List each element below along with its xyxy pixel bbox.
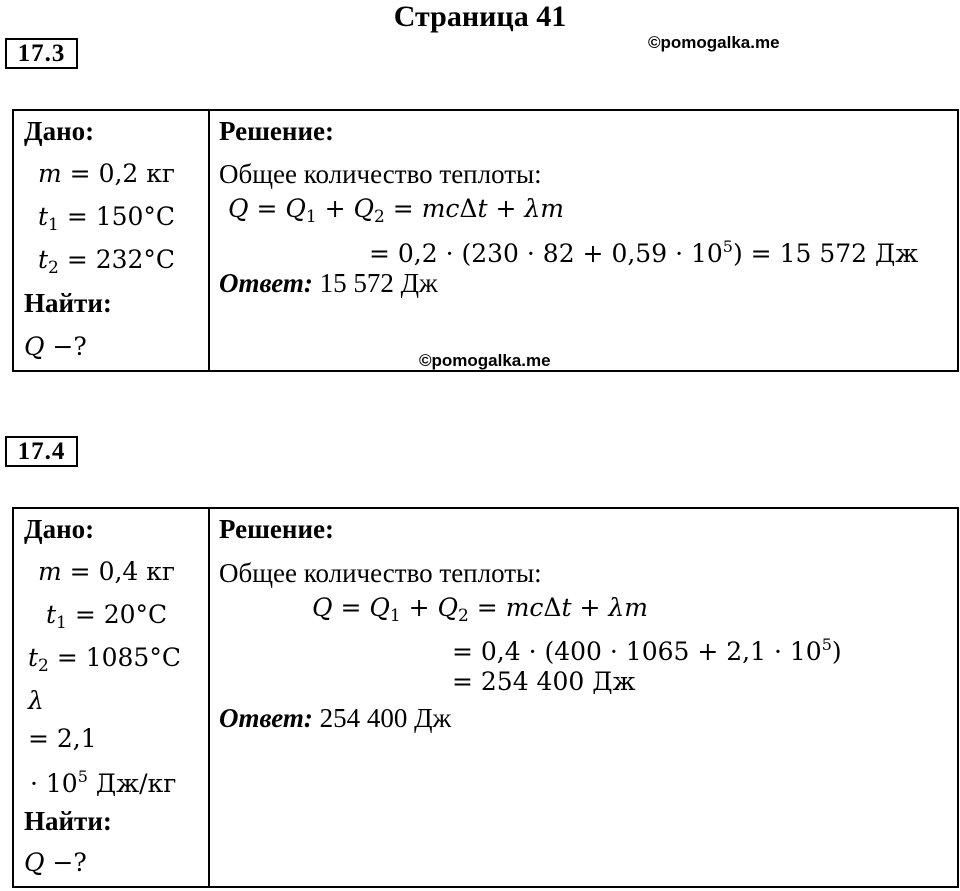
find-question: −? bbox=[52, 848, 87, 877]
page-title: Страница 41 bbox=[393, 0, 567, 33]
given-lambda-units: · $10^5$ Дж/кг bbox=[30, 767, 177, 798]
answer-line bbox=[219, 267, 438, 299]
watermark-top: ©pomogalka.me bbox=[648, 33, 780, 52]
formula-line-1: $Q = Q_1 + Q_2 = mc\Delta t + \lambda m$ bbox=[312, 593, 648, 626]
answer-label: Ответ: bbox=[219, 268, 313, 298]
given-mass-value: 0,2 кг bbox=[98, 159, 175, 188]
given-lambda-symbol: λ bbox=[28, 686, 44, 715]
given-t1-value: 150°C bbox=[95, 202, 176, 231]
answer-line bbox=[219, 702, 451, 734]
given-t2-value: 232°C bbox=[95, 245, 176, 274]
find-question: −? bbox=[52, 332, 87, 361]
given-t1-value: 20°C bbox=[103, 600, 168, 629]
find-value: Q −? bbox=[24, 332, 87, 361]
given-t1: $t_1 = 20^\circ C$ bbox=[46, 600, 168, 633]
task-number-17-3: 17.3 bbox=[5, 38, 78, 69]
given-lambda-value: = 2,1 bbox=[28, 724, 97, 753]
given-mass: m = 0,4 кг bbox=[38, 557, 175, 586]
answer-value: 15 572 Дж bbox=[319, 268, 438, 298]
given-label: Дано: bbox=[24, 514, 95, 544]
formula-line-2: = $0,4 \cdot (400 \cdot 1065 + 2,1 \cdot 10^5)$ bbox=[452, 635, 842, 666]
given-t2: $t_2 = 1085^\circ C$ bbox=[28, 643, 181, 676]
watermark-inner: ©pomogalka.me bbox=[419, 351, 551, 370]
solution-text: Общее количество теплоты: bbox=[219, 558, 542, 588]
answer-value: 254 400 Дж bbox=[319, 703, 452, 733]
formula-line-2: = $0,2 \cdot (230 \cdot 82 + 0,59 \cdot 10^5) = 15$ 572 Дж bbox=[369, 237, 919, 268]
column-divider bbox=[208, 111, 210, 370]
formula-line-1: $Q = Q_1 + Q_2 = mc\Delta t + \lambda m$ bbox=[228, 194, 564, 227]
find-value: Q −? bbox=[24, 848, 87, 877]
task-table-17-3 bbox=[12, 109, 959, 372]
given-t2: $t_2 = 232^\circ C$ bbox=[38, 245, 176, 278]
formula-line-3: = 254 400 Дж bbox=[452, 667, 636, 696]
answer-label: Ответ: bbox=[219, 703, 313, 733]
find-label: Найти: bbox=[24, 806, 112, 836]
solution-label: Решение: bbox=[219, 116, 334, 146]
task-table-17-4 bbox=[12, 507, 959, 888]
find-label: Найти: bbox=[24, 288, 112, 318]
given-t1: $t_1 = 150^\circ C$ bbox=[38, 202, 176, 235]
given-mass-value: 0,4 кг bbox=[98, 557, 175, 586]
column-divider bbox=[208, 509, 210, 886]
given-mass: m = 0,2 кг bbox=[38, 159, 175, 188]
solution-label: Решение: bbox=[219, 514, 334, 544]
given-t2-value: 1085°C bbox=[85, 643, 181, 672]
given-label: Дано: bbox=[24, 116, 95, 146]
task-number-17-4: 17.4 bbox=[5, 436, 78, 467]
solution-text: Общее количество теплоты: bbox=[219, 159, 542, 189]
